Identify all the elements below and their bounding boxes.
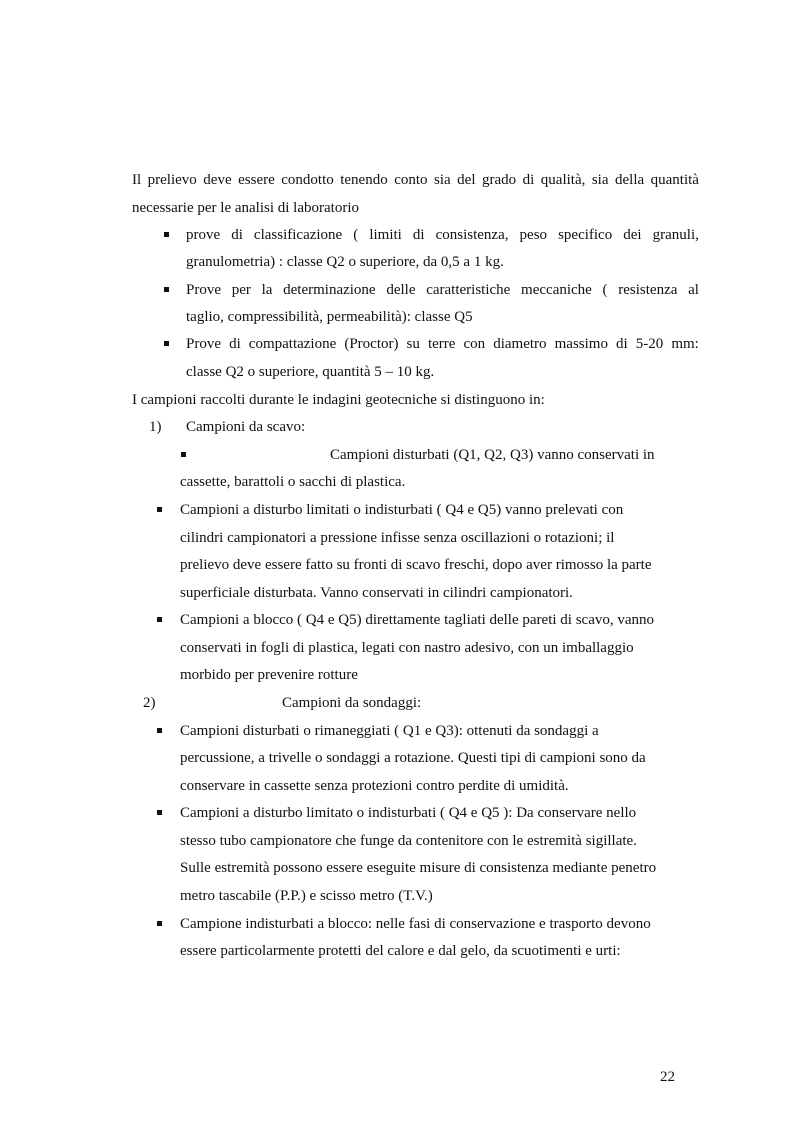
section-1-bullet-3-line-2: conservati in fogli di plastica, legati con nastro adesivo, con un imballaggio <box>180 640 634 656</box>
word: Prove <box>186 336 221 352</box>
section-1-bullet-2-line-2: cilindri campionatori a pressione infisse senza oscillazioni o rotazioni; il <box>180 530 615 546</box>
word: Prove <box>186 282 221 298</box>
word: ( <box>602 282 608 298</box>
word: della <box>615 172 645 188</box>
section-2-bullet-2-line-1: Campioni a disturbo limitato o indisturbati ( Q4 e Q5 ): Da conservare nello <box>180 805 637 821</box>
word: quantità <box>650 172 699 188</box>
top-bullet-1-line-1 <box>186 226 699 244</box>
section-1-bullet-1-line-1: Campioni disturbati (Q1, Q2, Q3) vanno conservati in <box>330 447 655 463</box>
section-2-bullet-2-line-4: metro tascabile (P.P.) e scisso metro (T.V.) <box>180 888 433 904</box>
section-2-bullet-1-line-2: percussione, a trivelle o sondaggi a rotazione. Questi tipi di campioni sono da <box>180 750 646 766</box>
top-bullet-3-line-1 <box>186 335 699 353</box>
top-bullet-3-line-2: classe Q2 o superiore, quantità 5 – 10 kg. <box>186 364 435 380</box>
word: sia <box>591 172 609 188</box>
word: ( <box>353 227 359 243</box>
word: determinazione <box>283 282 376 298</box>
word: per <box>231 282 251 298</box>
bullet-square-icon <box>157 507 162 512</box>
word: prelievo <box>147 172 197 188</box>
word: qualità, <box>540 172 586 188</box>
bullet-square-icon <box>157 728 162 733</box>
word: la <box>261 282 273 298</box>
word: condotto <box>281 172 334 188</box>
bullet-square-icon <box>164 341 169 346</box>
section-1-title: Campioni da scavo: <box>186 419 306 435</box>
top-bullet-1-line-2: granulometria) : classe Q2 o superiore, da 0,5 a 1 kg. <box>186 254 504 270</box>
word: diametro <box>493 336 547 352</box>
word: meccaniche <box>521 282 592 298</box>
word: specifico <box>558 227 613 243</box>
word: del <box>457 172 476 188</box>
word: caratteristiche <box>426 282 511 298</box>
word: classificazione <box>253 227 343 243</box>
section-2-bullet-3-line-1: Campione indisturbati a blocco: nelle fasi di conservazione e trasporto devono <box>180 916 651 932</box>
intro-line-2: necessarie per le analisi di laboratorio <box>132 200 359 216</box>
section-1-bullet-2-line-4: superficiale disturbata. Vanno conservati in cilindri campionatori. <box>180 585 573 601</box>
word: resistenza <box>618 282 678 298</box>
word: con <box>463 336 486 352</box>
word: terre <box>427 336 456 352</box>
section-2-bullet-1-line-1: Campioni disturbati o rimaneggiati ( Q1 e Q3): ottenuti da sondaggi a <box>180 723 599 739</box>
section-1-bullet-2-line-3: prelievo deve essere fatto su fronti di scavo freschi, dopo aver rimosso la parte <box>180 557 652 573</box>
word: di <box>522 172 535 188</box>
section-intro: I campioni raccolti durante le indagini geotecniche si distinguono in: <box>132 392 545 408</box>
word: dei <box>623 227 642 243</box>
word: Il <box>132 172 142 188</box>
word: di <box>231 227 243 243</box>
word: limiti <box>369 227 402 243</box>
page-number: 22 <box>660 1069 675 1085</box>
word: consistenza, <box>435 227 509 243</box>
bullet-square-icon <box>157 921 162 926</box>
section-1-bullet-1-line-2: cassette, barattoli o sacchi di plastica. <box>180 474 406 490</box>
word: su <box>406 336 420 352</box>
top-bullet-2-line-2: taglio, compressibilità, permeabilità): classe Q5 <box>186 309 473 325</box>
word: peso <box>519 227 548 243</box>
bullet-square-icon <box>164 287 169 292</box>
word: di <box>412 227 425 243</box>
word: di <box>229 336 241 352</box>
section-2-bullet-2-line-3: Sulle estremità possono essere eseguite misure di consistenza mediante penetro <box>180 860 657 876</box>
word: essere <box>238 172 275 188</box>
word: (Proctor) <box>344 336 399 352</box>
top-bullet-2-line-1 <box>186 281 699 299</box>
word: al <box>688 282 699 298</box>
section-1-bullet-3-line-3: morbido per prevenire rotture <box>180 667 358 683</box>
word: delle <box>386 282 416 298</box>
section-1-bullet-2-line-1: Campioni a disturbo limitati o indisturbati ( Q4 e Q5) vanno prelevati con <box>180 502 624 518</box>
section-2-number: 2) <box>143 695 156 711</box>
bullet-square-icon <box>157 810 162 815</box>
word: mm: <box>671 336 699 352</box>
word: deve <box>203 172 232 188</box>
section-2-title: Campioni da sondaggi: <box>282 695 422 711</box>
word: 5-20 <box>635 336 664 352</box>
word: tenendo <box>340 172 388 188</box>
word: grado <box>481 172 517 188</box>
bullet-square-icon <box>181 452 186 457</box>
word: granuli, <box>652 227 699 243</box>
word: conto <box>394 172 428 188</box>
word: prove <box>186 227 221 243</box>
word: sia <box>434 172 451 188</box>
section-2-bullet-2-line-2: stesso tubo campionatore che funge da contenitore con le estremità sigillate. <box>180 833 637 849</box>
intro-line-1 <box>132 171 699 189</box>
word: massimo <box>554 336 608 352</box>
bullet-square-icon <box>164 232 169 237</box>
section-2-bullet-1-line-3: conservare in cassette senza protezioni contro perdite di umidità. <box>180 778 569 794</box>
section-1-bullet-3-line-1: Campioni a blocco ( Q4 e Q5) direttamente tagliati delle pareti di scavo, vanno <box>180 612 655 628</box>
word: di <box>616 336 628 352</box>
bullet-square-icon <box>157 617 162 622</box>
word: compattazione <box>248 336 337 352</box>
section-1-number: 1) <box>149 419 162 435</box>
section-2-bullet-3-line-2: essere particolarmente protetti del calore e dal gelo, da scuotimenti e urti: <box>180 943 621 959</box>
